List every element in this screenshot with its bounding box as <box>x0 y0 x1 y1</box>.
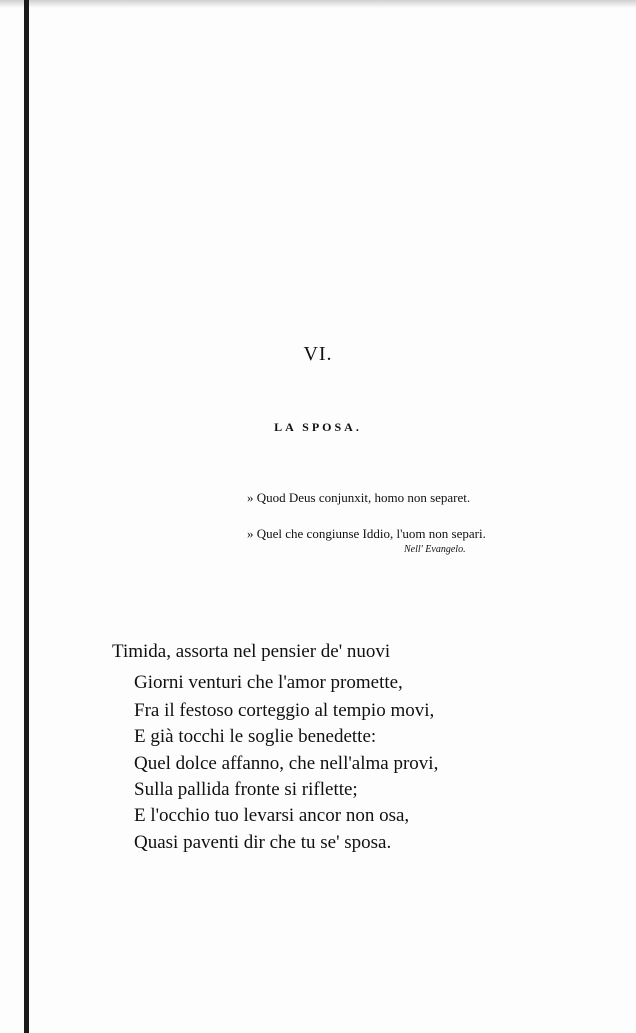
poem-line: Sulla pallida fronte si riflette; <box>134 779 358 800</box>
poem-line: E già tocchi le soglie benedette: <box>134 726 377 747</box>
book-spine-shadow <box>24 0 29 1033</box>
poem-line: Giorni venturi che l'amor promette, <box>134 672 403 693</box>
poem-title: LA SPOSA. <box>274 420 362 434</box>
epigraph-italian: » Quel che congiunse Iddio, l'uom non separi. <box>247 526 486 541</box>
poem-line: Quasi paventi dir che tu se' sposa. <box>134 832 392 853</box>
poem-line: Fra il festoso corteggio al tempio movi, <box>134 700 435 721</box>
epigraph-latin: » Quod Deus conjunxit, homo non separet. <box>247 490 471 505</box>
chapter-number: VI. <box>303 343 333 365</box>
poem-line: Quel dolce affanno, che nell'alma provi, <box>134 753 439 774</box>
poem-line: Timida, assorta nel pensier de' nuovi <box>112 641 391 662</box>
page-top-edge <box>0 0 636 8</box>
epigraph-attribution: Nell' Evangelo. <box>404 544 466 555</box>
poem-line: E l'occhio tuo levarsi ancor non osa, <box>134 805 410 826</box>
